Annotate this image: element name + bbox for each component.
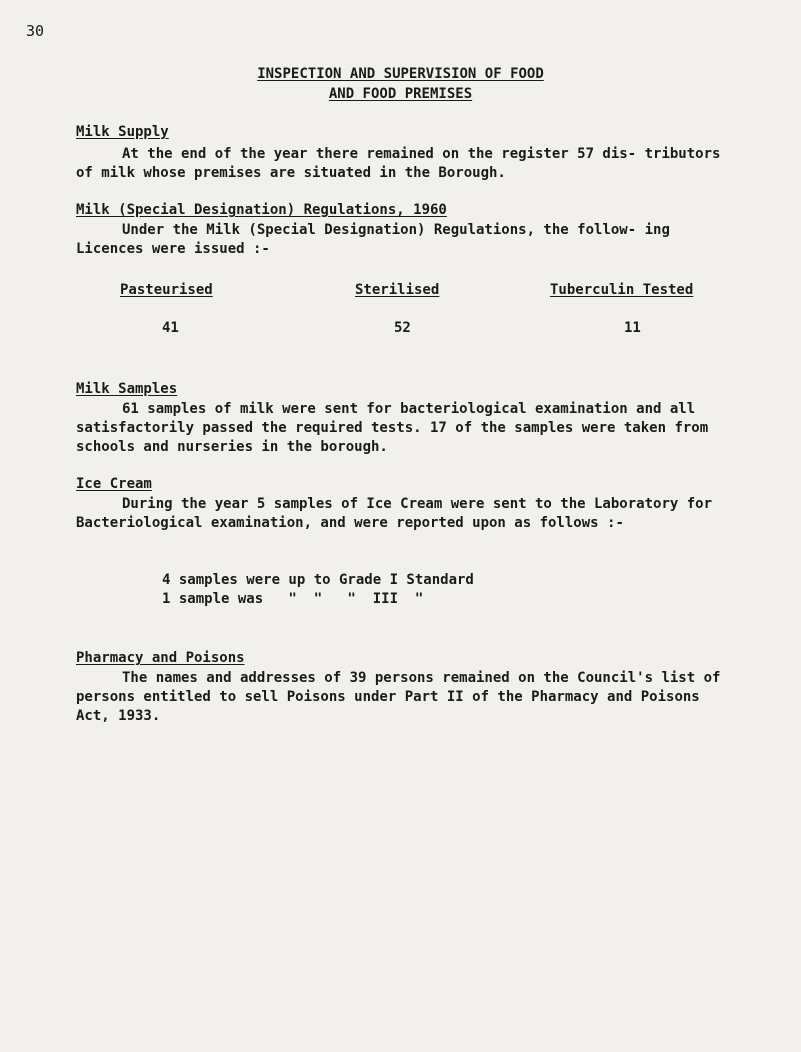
page-title-line1: INSPECTION AND SUPERVISION OF FOOD [257, 66, 544, 82]
value-pasteurised: 41 [162, 320, 179, 336]
milk-supply-heading: Milk Supply [76, 124, 169, 140]
milk-samples-text: 61 samples of milk were sent for bacteriological examination and all satisfactorily passed the required tests. 17 of the samples were taken from schools and nurseries in the borough. [76, 401, 709, 455]
milk-supply-text: At the end of the year there remained on the register 57 dis- tributors of milk whose premises are situated in the Borough. [76, 146, 721, 181]
pharmacy-heading: Pharmacy and Poisons [76, 650, 245, 666]
ice-cream-result-grade-1: 4 samples were up to Grade I Standard [162, 572, 474, 588]
pharmacy-text: The names and addresses of 39 persons remained on the Council's list of persons entitled to sell Poisons under Part II of the Pharmacy and Poisons Act, 1933. [76, 670, 721, 724]
value-sterilised: 52 [394, 320, 411, 336]
column-header-sterilised: Sterilised [355, 282, 440, 298]
value-tuberculin-tested: 11 [624, 320, 641, 336]
ice-cream-result-grade-3: 1 sample was " " " III " [162, 591, 424, 607]
milk-samples-heading: Milk Samples [76, 381, 178, 397]
page-title-line2: AND FOOD PREMISES [328, 86, 473, 102]
ice-cream-text: During the year 5 samples of Ice Cream were sent to the Laboratory for Bacteriological examination, and were reported upon as follows :- [76, 496, 713, 531]
column-header-pasteurised: Pasteurised [120, 282, 213, 298]
milk-regulations-heading: Milk (Special Designation) Regulations, 1960 [76, 202, 447, 218]
page-number: 30 [26, 22, 45, 40]
milk-regulations-text: Under the Milk (Special Designation) Regulations, the follow- ing Licences were issued :- [76, 222, 670, 257]
ice-cream-heading: Ice Cream [76, 476, 152, 492]
column-header-tuberculin-tested: Tuberculin Tested [550, 282, 694, 298]
